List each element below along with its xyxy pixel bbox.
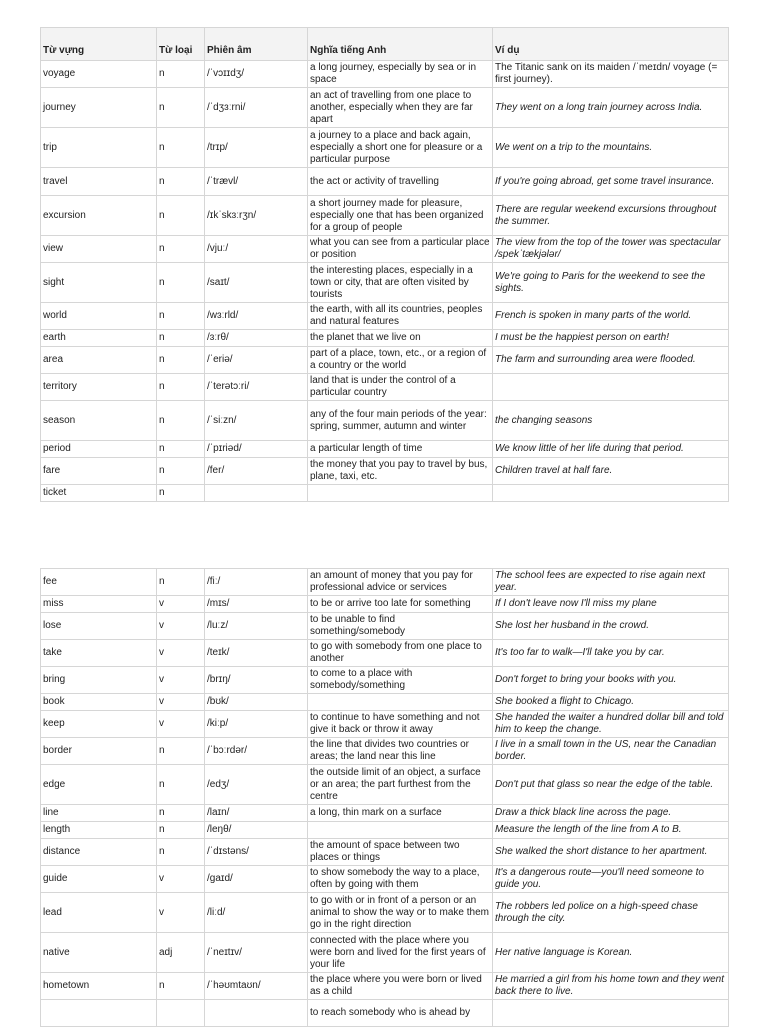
table-row	[41, 805, 729, 822]
word-cell: trip	[41, 128, 157, 168]
part-of-speech-cell: adj	[157, 933, 205, 973]
phonetic-cell: /mɪs/	[205, 596, 308, 613]
example-cell	[493, 374, 729, 401]
part-of-speech-cell: n	[157, 196, 205, 236]
example-cell: We went on a trip to the mountains.	[493, 128, 729, 168]
phonetic-cell: /fer/	[205, 458, 308, 485]
meaning-cell: an amount of money that you pay for professional advice or services	[308, 569, 493, 596]
part-of-speech-cell: n	[157, 168, 205, 196]
table-row	[41, 973, 729, 1000]
word-cell: season	[41, 401, 157, 441]
example-cell: They went on a long train journey across India.	[493, 88, 729, 128]
table-row	[41, 711, 729, 738]
header-meaning: Nghĩa tiếng Anh	[308, 28, 493, 61]
word-cell: take	[41, 640, 157, 667]
example-cell	[493, 1000, 729, 1027]
meaning-cell: to come to a place with somebody/something	[308, 667, 493, 694]
table-row	[41, 128, 729, 168]
meaning-cell: to be or arrive too late for something	[308, 596, 493, 613]
phonetic-cell: /wɜːrld/	[205, 303, 308, 330]
table-row	[41, 569, 729, 596]
table-row	[41, 458, 729, 485]
phonetic-cell: /kiːp/	[205, 711, 308, 738]
part-of-speech-cell: v	[157, 667, 205, 694]
example-cell: Draw a thick black line across the page.	[493, 805, 729, 822]
table-row	[41, 374, 729, 401]
phonetic-cell: /ˈdʒɜːrni/	[205, 88, 308, 128]
header-word: Từ vựng	[41, 28, 157, 61]
word-cell: period	[41, 441, 157, 458]
word-cell: excursion	[41, 196, 157, 236]
phonetic-cell: /edʒ/	[205, 765, 308, 805]
word-cell: edge	[41, 765, 157, 805]
word-cell: fare	[41, 458, 157, 485]
table-row	[41, 866, 729, 893]
table-row	[41, 596, 729, 613]
meaning-cell: land that is under the control of a particular country	[308, 374, 493, 401]
meaning-cell: to show somebody the way to a place, often by going with them	[308, 866, 493, 893]
phonetic-cell: /ˈdɪstəns/	[205, 839, 308, 866]
phonetic-cell: /vjuː/	[205, 236, 308, 263]
table-row	[41, 168, 729, 196]
part-of-speech-cell: n	[157, 374, 205, 401]
part-of-speech-cell: v	[157, 613, 205, 640]
example-cell: He married a girl from his home town and they went back there to live.	[493, 973, 729, 1000]
word-cell: lose	[41, 613, 157, 640]
example-cell: We know little of her life during that period.	[493, 441, 729, 458]
example-cell: I live in a small town in the US, near the Canadian border.	[493, 738, 729, 765]
table-row	[41, 88, 729, 128]
example-cell: Children travel at half fare.	[493, 458, 729, 485]
example-cell	[493, 485, 729, 502]
example-cell: She handed the waiter a hundred dollar bill and told him to keep the change.	[493, 711, 729, 738]
meaning-cell: the line that divides two countries or areas; the land near this line	[308, 738, 493, 765]
phonetic-cell: /brɪŋ/	[205, 667, 308, 694]
phonetic-cell: /liːd/	[205, 893, 308, 933]
phonetic-cell: /ˈtrævl/	[205, 168, 308, 196]
word-cell: sight	[41, 263, 157, 303]
phonetic-cell: /teɪk/	[205, 640, 308, 667]
word-cell: earth	[41, 330, 157, 347]
example-cell: There are regular weekend excursions throughout the summer.	[493, 196, 729, 236]
meaning-cell	[308, 822, 493, 839]
meaning-cell: part of a place, town, etc., or a region of a country or the world	[308, 347, 493, 374]
meaning-cell: to go with or in front of a person or an animal to show the way or to make them go in the right direction	[308, 893, 493, 933]
table-row	[41, 330, 729, 347]
word-cell: native	[41, 933, 157, 973]
phonetic-cell: /ˈeriə/	[205, 347, 308, 374]
part-of-speech-cell: n	[157, 88, 205, 128]
part-of-speech-cell: v	[157, 866, 205, 893]
word-cell: guide	[41, 866, 157, 893]
example-cell: French is spoken in many parts of the world.	[493, 303, 729, 330]
table-row	[41, 933, 729, 973]
part-of-speech-cell: n	[157, 61, 205, 88]
word-cell: view	[41, 236, 157, 263]
part-of-speech-cell: n	[157, 485, 205, 502]
word-cell: keep	[41, 711, 157, 738]
meaning-cell: the interesting places, especially in a town or city, that are often visited by tourists	[308, 263, 493, 303]
meaning-cell: a short journey made for pleasure, especially one that has been organized for a group of people	[308, 196, 493, 236]
word-cell: world	[41, 303, 157, 330]
example-cell: The robbers led police on a high-speed chase through the city.	[493, 893, 729, 933]
meaning-cell: a journey to a place and back again, especially a short one for pleasure or a particular purpose	[308, 128, 493, 168]
phonetic-cell: /ˈterətɔːri/	[205, 374, 308, 401]
word-cell: miss	[41, 596, 157, 613]
table-row	[41, 738, 729, 765]
example-cell: She booked a flight to Chicago.	[493, 694, 729, 711]
table-row	[41, 303, 729, 330]
phonetic-cell: /ˈhəʊmtaʊn/	[205, 973, 308, 1000]
part-of-speech-cell: v	[157, 893, 205, 933]
example-cell: It's a dangerous route—you'll need someone to guide you.	[493, 866, 729, 893]
part-of-speech-cell: n	[157, 263, 205, 303]
table-row	[41, 822, 729, 839]
meaning-cell: any of the four main periods of the year: spring, summer, autumn and winter	[308, 401, 493, 441]
part-of-speech-cell	[157, 1000, 205, 1027]
table-row	[41, 1000, 729, 1027]
table-row	[41, 236, 729, 263]
word-cell: line	[41, 805, 157, 822]
phonetic-cell: /trɪp/	[205, 128, 308, 168]
word-cell: border	[41, 738, 157, 765]
meaning-cell: the act or activity of travelling	[308, 168, 493, 196]
meaning-cell: the planet that we live on	[308, 330, 493, 347]
table-row	[41, 667, 729, 694]
meaning-cell: to go with somebody from one place to another	[308, 640, 493, 667]
word-cell: bring	[41, 667, 157, 694]
phonetic-cell: /ˈbɔːrdər/	[205, 738, 308, 765]
phonetic-cell: /ˈsiːzn/	[205, 401, 308, 441]
table-row	[41, 263, 729, 303]
word-cell: book	[41, 694, 157, 711]
meaning-cell: what you can see from a particular place or position	[308, 236, 493, 263]
part-of-speech-cell: n	[157, 822, 205, 839]
part-of-speech-cell: n	[157, 236, 205, 263]
word-cell: voyage	[41, 61, 157, 88]
phonetic-cell: /leŋθ/	[205, 822, 308, 839]
part-of-speech-cell: v	[157, 711, 205, 738]
part-of-speech-cell: n	[157, 839, 205, 866]
meaning-cell: the outside limit of an object, a surface or an area; the part furthest from the centre	[308, 765, 493, 805]
table-row	[41, 441, 729, 458]
phonetic-cell	[205, 1000, 308, 1027]
part-of-speech-cell: n	[157, 401, 205, 441]
meaning-cell: the amount of space between two places or things	[308, 839, 493, 866]
table-row	[41, 765, 729, 805]
header-pos: Từ loại	[157, 28, 205, 61]
example-cell: It's too far to walk—I'll take you by car.	[493, 640, 729, 667]
example-cell: Don't put that glass so near the edge of the table.	[493, 765, 729, 805]
table-row	[41, 347, 729, 374]
vocabulary-table-2	[40, 568, 729, 1027]
part-of-speech-cell: n	[157, 458, 205, 485]
header-ipa: Phiên âm	[205, 28, 308, 61]
phonetic-cell: /ɡaɪd/	[205, 866, 308, 893]
phonetic-cell: /ˈneɪtɪv/	[205, 933, 308, 973]
table-row	[41, 485, 729, 502]
part-of-speech-cell: n	[157, 330, 205, 347]
word-cell: ticket	[41, 485, 157, 502]
word-cell: lead	[41, 893, 157, 933]
word-cell: fee	[41, 569, 157, 596]
example-cell: the changing seasons	[493, 401, 729, 441]
example-cell: Measure the length of the line from A to B.	[493, 822, 729, 839]
example-cell: Her native language is Korean.	[493, 933, 729, 973]
part-of-speech-cell: v	[157, 694, 205, 711]
meaning-cell: the earth, with all its countries, peoples and natural features	[308, 303, 493, 330]
phonetic-cell: /ˈpɪriəd/	[205, 441, 308, 458]
table-row	[41, 196, 729, 236]
phonetic-cell: /ˈvɔɪɪdʒ/	[205, 61, 308, 88]
vocabulary-table-1	[40, 27, 729, 502]
table-row	[41, 893, 729, 933]
part-of-speech-cell: n	[157, 128, 205, 168]
example-cell: The school fees are expected to rise again next year.	[493, 569, 729, 596]
word-cell: distance	[41, 839, 157, 866]
meaning-cell: to reach somebody who is ahead by	[308, 1000, 493, 1027]
phonetic-cell: /ɜːrθ/	[205, 330, 308, 347]
table-row	[41, 613, 729, 640]
word-cell: length	[41, 822, 157, 839]
part-of-speech-cell: n	[157, 347, 205, 374]
part-of-speech-cell: n	[157, 765, 205, 805]
phonetic-cell	[205, 485, 308, 502]
part-of-speech-cell: v	[157, 596, 205, 613]
word-cell: travel	[41, 168, 157, 196]
table-row	[41, 694, 729, 711]
meaning-cell: a long journey, especially by sea or in space	[308, 61, 493, 88]
example-cell: If you're going abroad, get some travel insurance.	[493, 168, 729, 196]
phonetic-cell: /fiː/	[205, 569, 308, 596]
example-cell: The Titanic sank on its maiden /ˈmeɪdn/ voyage (= first journey).	[493, 61, 729, 88]
meaning-cell: the place where you were born or lived as a child	[308, 973, 493, 1000]
table-header-row	[41, 28, 729, 61]
phonetic-cell: /laɪn/	[205, 805, 308, 822]
part-of-speech-cell: v	[157, 640, 205, 667]
word-cell: journey	[41, 88, 157, 128]
table-row	[41, 839, 729, 866]
table-row	[41, 640, 729, 667]
part-of-speech-cell: n	[157, 805, 205, 822]
word-cell: territory	[41, 374, 157, 401]
example-cell: We're going to Paris for the weekend to see the sights.	[493, 263, 729, 303]
part-of-speech-cell: n	[157, 973, 205, 1000]
meaning-cell: an act of travelling from one place to another, especially when they are far apart	[308, 88, 493, 128]
meaning-cell: to be unable to find something/somebody	[308, 613, 493, 640]
word-cell: hometown	[41, 973, 157, 1000]
phonetic-cell: /luːz/	[205, 613, 308, 640]
phonetic-cell: /bʊk/	[205, 694, 308, 711]
header-example: Ví dụ	[493, 28, 729, 61]
word-cell	[41, 1000, 157, 1027]
table-row	[41, 401, 729, 441]
part-of-speech-cell: n	[157, 303, 205, 330]
phonetic-cell: /saɪt/	[205, 263, 308, 303]
meaning-cell: connected with the place where you were born and lived for the first years of your life	[308, 933, 493, 973]
example-cell: I must be the happiest person on earth!	[493, 330, 729, 347]
example-cell: She walked the short distance to her apartment.	[493, 839, 729, 866]
meaning-cell: a long, thin mark on a surface	[308, 805, 493, 822]
table-row	[41, 61, 729, 88]
meaning-cell: the money that you pay to travel by bus, plane, taxi, etc.	[308, 458, 493, 485]
example-cell: The farm and surrounding area were flooded.	[493, 347, 729, 374]
meaning-cell	[308, 694, 493, 711]
word-cell: area	[41, 347, 157, 374]
example-cell: She lost her husband in the crowd.	[493, 613, 729, 640]
part-of-speech-cell: n	[157, 738, 205, 765]
part-of-speech-cell: n	[157, 441, 205, 458]
example-cell: The view from the top of the tower was spectacular /spekˈtækjələr/	[493, 236, 729, 263]
meaning-cell	[308, 485, 493, 502]
meaning-cell: to continue to have something and not give it back or throw it away	[308, 711, 493, 738]
example-cell: If I don't leave now I'll miss my plane	[493, 596, 729, 613]
part-of-speech-cell: n	[157, 569, 205, 596]
example-cell: Don't forget to bring your books with you.	[493, 667, 729, 694]
meaning-cell: a particular length of time	[308, 441, 493, 458]
phonetic-cell: /ɪkˈskɜːrʒn/	[205, 196, 308, 236]
